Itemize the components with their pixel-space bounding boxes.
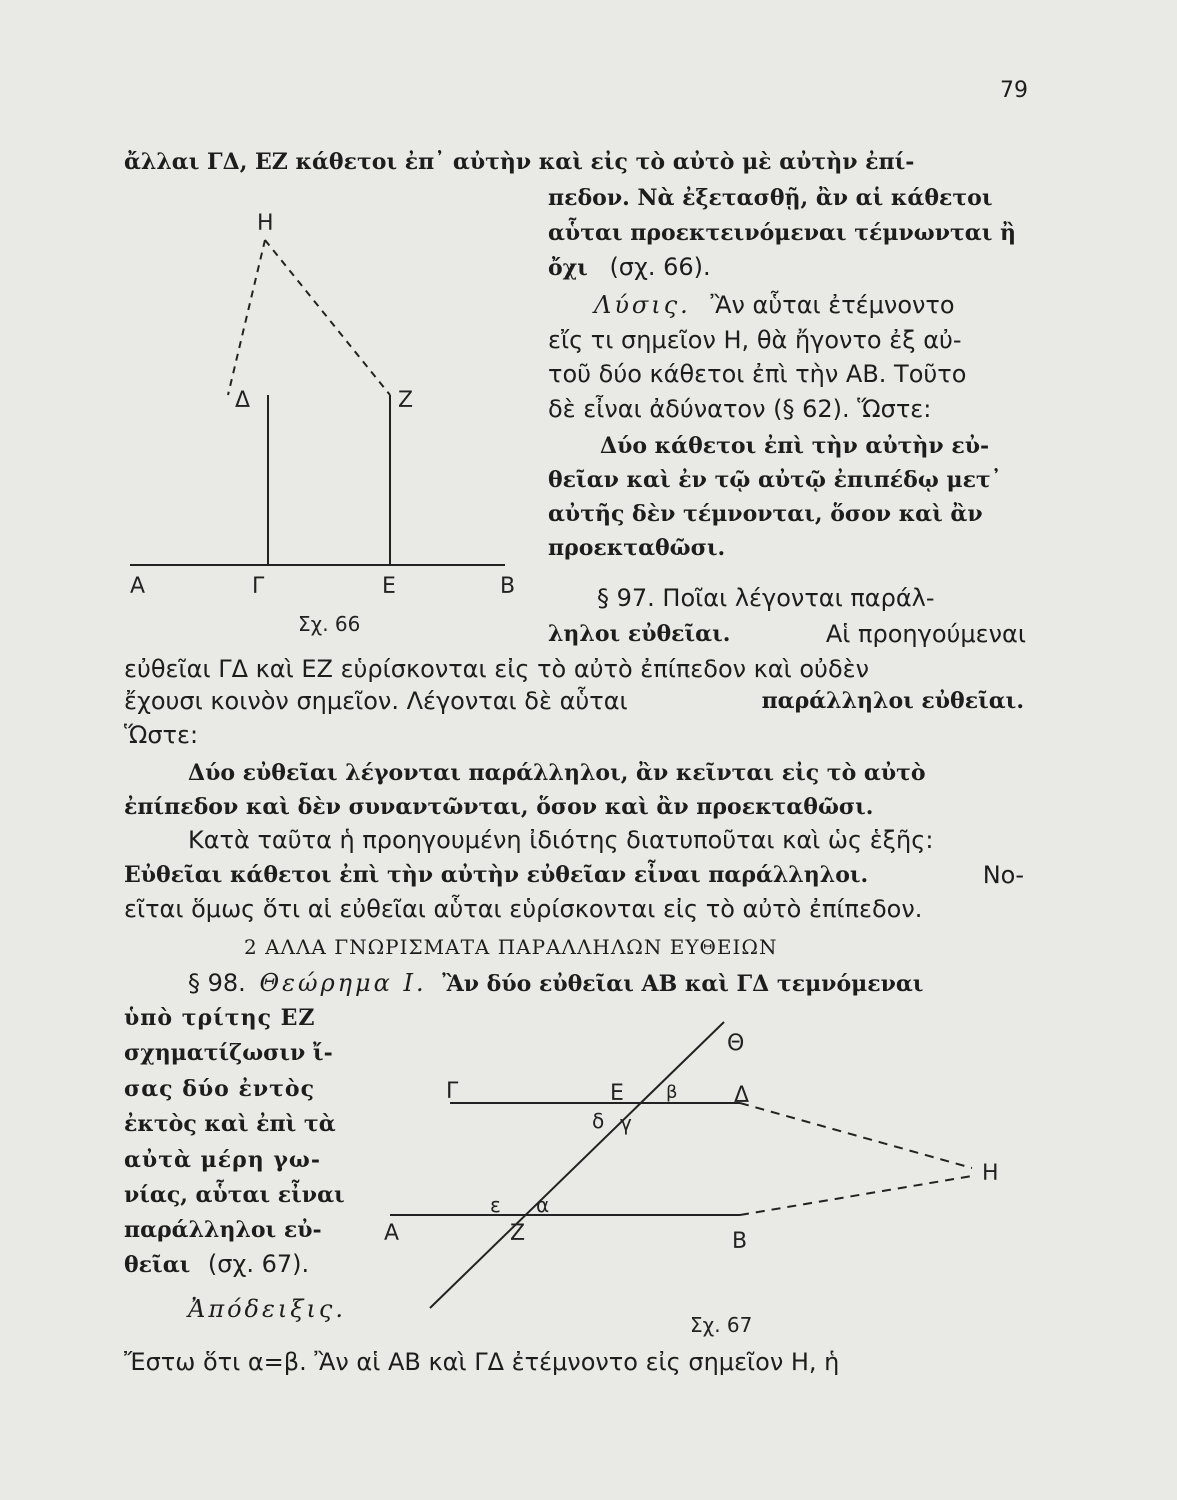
text-span: ὄχι — [548, 255, 588, 281]
dashed-line-left — [228, 240, 265, 395]
figure-67 — [370, 1010, 1030, 1350]
label-delta: δ — [592, 1109, 605, 1133]
text-line: αὐτῆς δὲν τέμνονται, ὅσον καὶ ἂν — [548, 501, 983, 527]
label-A: Α — [384, 1221, 400, 1246]
text-line — [124, 686, 1024, 716]
label-G: Γ — [446, 1079, 459, 1104]
text-span: Αἱ προηγούμεναι — [825, 620, 1026, 648]
label-Theta: Θ — [727, 1031, 745, 1056]
theorem-label: Θεώρημα Ι. — [259, 969, 427, 997]
label-Z: Ζ — [510, 1221, 526, 1246]
text-line: § 97. Ποῖαι λέγονται παράλ- — [597, 584, 935, 612]
proof-label: Ἀπόδειξις. — [188, 1295, 346, 1323]
label-E: Ε — [382, 574, 396, 599]
page-number: 79 — [1000, 78, 1028, 103]
solution-label: Λύσις. — [594, 291, 691, 319]
text-span: ἔχουσι κοινὸν σημεῖον. Λέγονται δὲ αὗται — [124, 687, 628, 715]
section-number: § 98. — [188, 969, 246, 997]
label-E: Ε — [610, 1081, 624, 1106]
label-H: Η — [257, 211, 274, 236]
text-line: Ὥστε: — [124, 721, 199, 749]
label-G: Γ — [252, 574, 265, 599]
text-line — [188, 968, 923, 999]
text-line: παράλληλοι εὐ- — [124, 1217, 322, 1243]
text-line — [548, 619, 1026, 649]
text-line: εἴς τι σημεῖον Η, θὰ ἤγοντο ἐξ αὐ- — [548, 326, 962, 354]
text-line: σας δύο ἐντὸς — [124, 1076, 315, 1102]
text-line — [124, 1249, 309, 1280]
text-span: ληλοι εὐθεῖαι. — [548, 621, 731, 647]
text-line: εῖται ὅμως ὅτι αἱ εὐθεῖαι αὗται εὑρίσκονται εἰς τὸ αὐτὸ ἐπίπεδον. — [124, 895, 923, 923]
text-line: νίας, αὗται εἶναι — [124, 1182, 345, 1208]
text-span: Νο- — [982, 861, 1024, 889]
section-heading: 2 ΑΛΛΑ ΓΝΩΡΙΣΜΑΤΑ ΠΑΡΑΛΛΗΛΩΝ ΕΥΘΕΙΩΝ — [244, 935, 778, 959]
text-line: ἐπίπεδον καὶ δὲν συναντῶνται, ὅσον καὶ ἂν προεκταθῶσι. — [124, 794, 874, 820]
dashed-extension-AB — [740, 1176, 972, 1215]
text-line: Κατὰ ταῦτα ἡ προηγουμένη ἰδιότης διατυποῦται καὶ ὡς ἑξῆς: — [188, 826, 934, 854]
text-line: αὗται προεκτεινόμεναι τέμνωνται ἢ — [548, 220, 1017, 246]
text-line: προεκταθῶσι. — [548, 535, 726, 561]
text-line: Δύο κάθετοι ἐπὶ τὴν αὐτὴν εὐ- — [600, 433, 990, 459]
label-B: Β — [500, 574, 516, 599]
text-line — [548, 252, 711, 283]
text-line: ἄλλαι ΓΔ, ΕΖ κάθετοι ἐπ᾿ αὐτὴν καὶ εἰς τὸ αὐτὸ μὲ αὐτὴν ἐπί- — [124, 149, 915, 175]
label-D: Δ — [235, 388, 251, 413]
label-epsilon: ε — [490, 1193, 501, 1217]
text-line: ἐκτὸς καὶ ἐπὶ τὰ — [124, 1111, 336, 1137]
figure-caption: Σχ. 66 — [298, 612, 361, 636]
text-line — [594, 290, 955, 320]
label-D: Δ — [734, 1083, 750, 1108]
label-H: Η — [982, 1161, 999, 1186]
label-alpha: α — [536, 1193, 550, 1217]
text-line: ὑπὸ τρίτης ΕΖ — [124, 1005, 316, 1031]
label-A: Α — [130, 574, 146, 599]
label-B: Β — [732, 1229, 748, 1254]
text-span: Ἂν αὗται ἐτέμνοντο — [710, 291, 955, 319]
text-line: σχηματίζωσιν ἴ- — [124, 1040, 333, 1066]
text-line — [124, 860, 1024, 890]
text-line: Δύο εὐθεῖαι λέγονται παράλληλοι, ἂν κεῖνται εἰς τὸ αὐτὸ — [188, 760, 926, 786]
text-line: πεδον. Νὰ ἐξετασθῇ, ἂν αἱ κάθετοι — [548, 185, 993, 211]
text-line: θεῖαν καὶ ἐν τῷ αὐτῷ ἐπιπέδῳ μετ᾿ — [548, 467, 1002, 493]
text-line: αὐτὰ μέρη γω- — [124, 1147, 321, 1173]
text-line: τοῦ δύο κάθετοι ἐπὶ τὴν ΑΒ. Τοῦτο — [548, 360, 967, 388]
text-line: εὐθεῖαι ΓΔ καὶ ΕΖ εὑρίσκονται εἰς τὸ αὐτὸ ἐπίπεδον καὶ οὐδὲν — [124, 655, 870, 683]
text-span: Εὐθεῖαι κάθετοι ἐπὶ τὴν αὐτὴν εὐθεῖαν εἶναι παράλληλοι. — [124, 862, 869, 888]
figure-66 — [120, 195, 540, 640]
text-line: Ἔστω ὅτι α=β. Ἂν αἱ ΑΒ καὶ ΓΔ ἐτέμνοντο εἰς σημεῖον Η, ἡ — [124, 1348, 840, 1376]
label-Z: Ζ — [398, 388, 414, 413]
label-gamma: γ — [620, 1111, 632, 1135]
text-line: δὲ εἶναι ἀδύνατον (§ 62). Ὥστε: — [548, 395, 932, 423]
text-span: θεῖαι — [124, 1252, 191, 1278]
dashed-extension-GD — [740, 1103, 972, 1168]
figure-caption: Σχ. 67 — [690, 1313, 753, 1337]
label-beta: β — [666, 1082, 678, 1103]
figure-reference: (σχ. 66). — [609, 253, 711, 281]
text-span: Ἂν δύο εὐθεῖαι ΑΒ καὶ ΓΔ τεμνόμεναι — [442, 971, 924, 997]
text-span: παράλληλοι εὐθεῖαι. — [761, 688, 1024, 714]
dashed-line-right — [265, 240, 390, 395]
figure-reference: (σχ. 67). — [207, 1250, 310, 1278]
transversal-EZ — [430, 1022, 724, 1308]
